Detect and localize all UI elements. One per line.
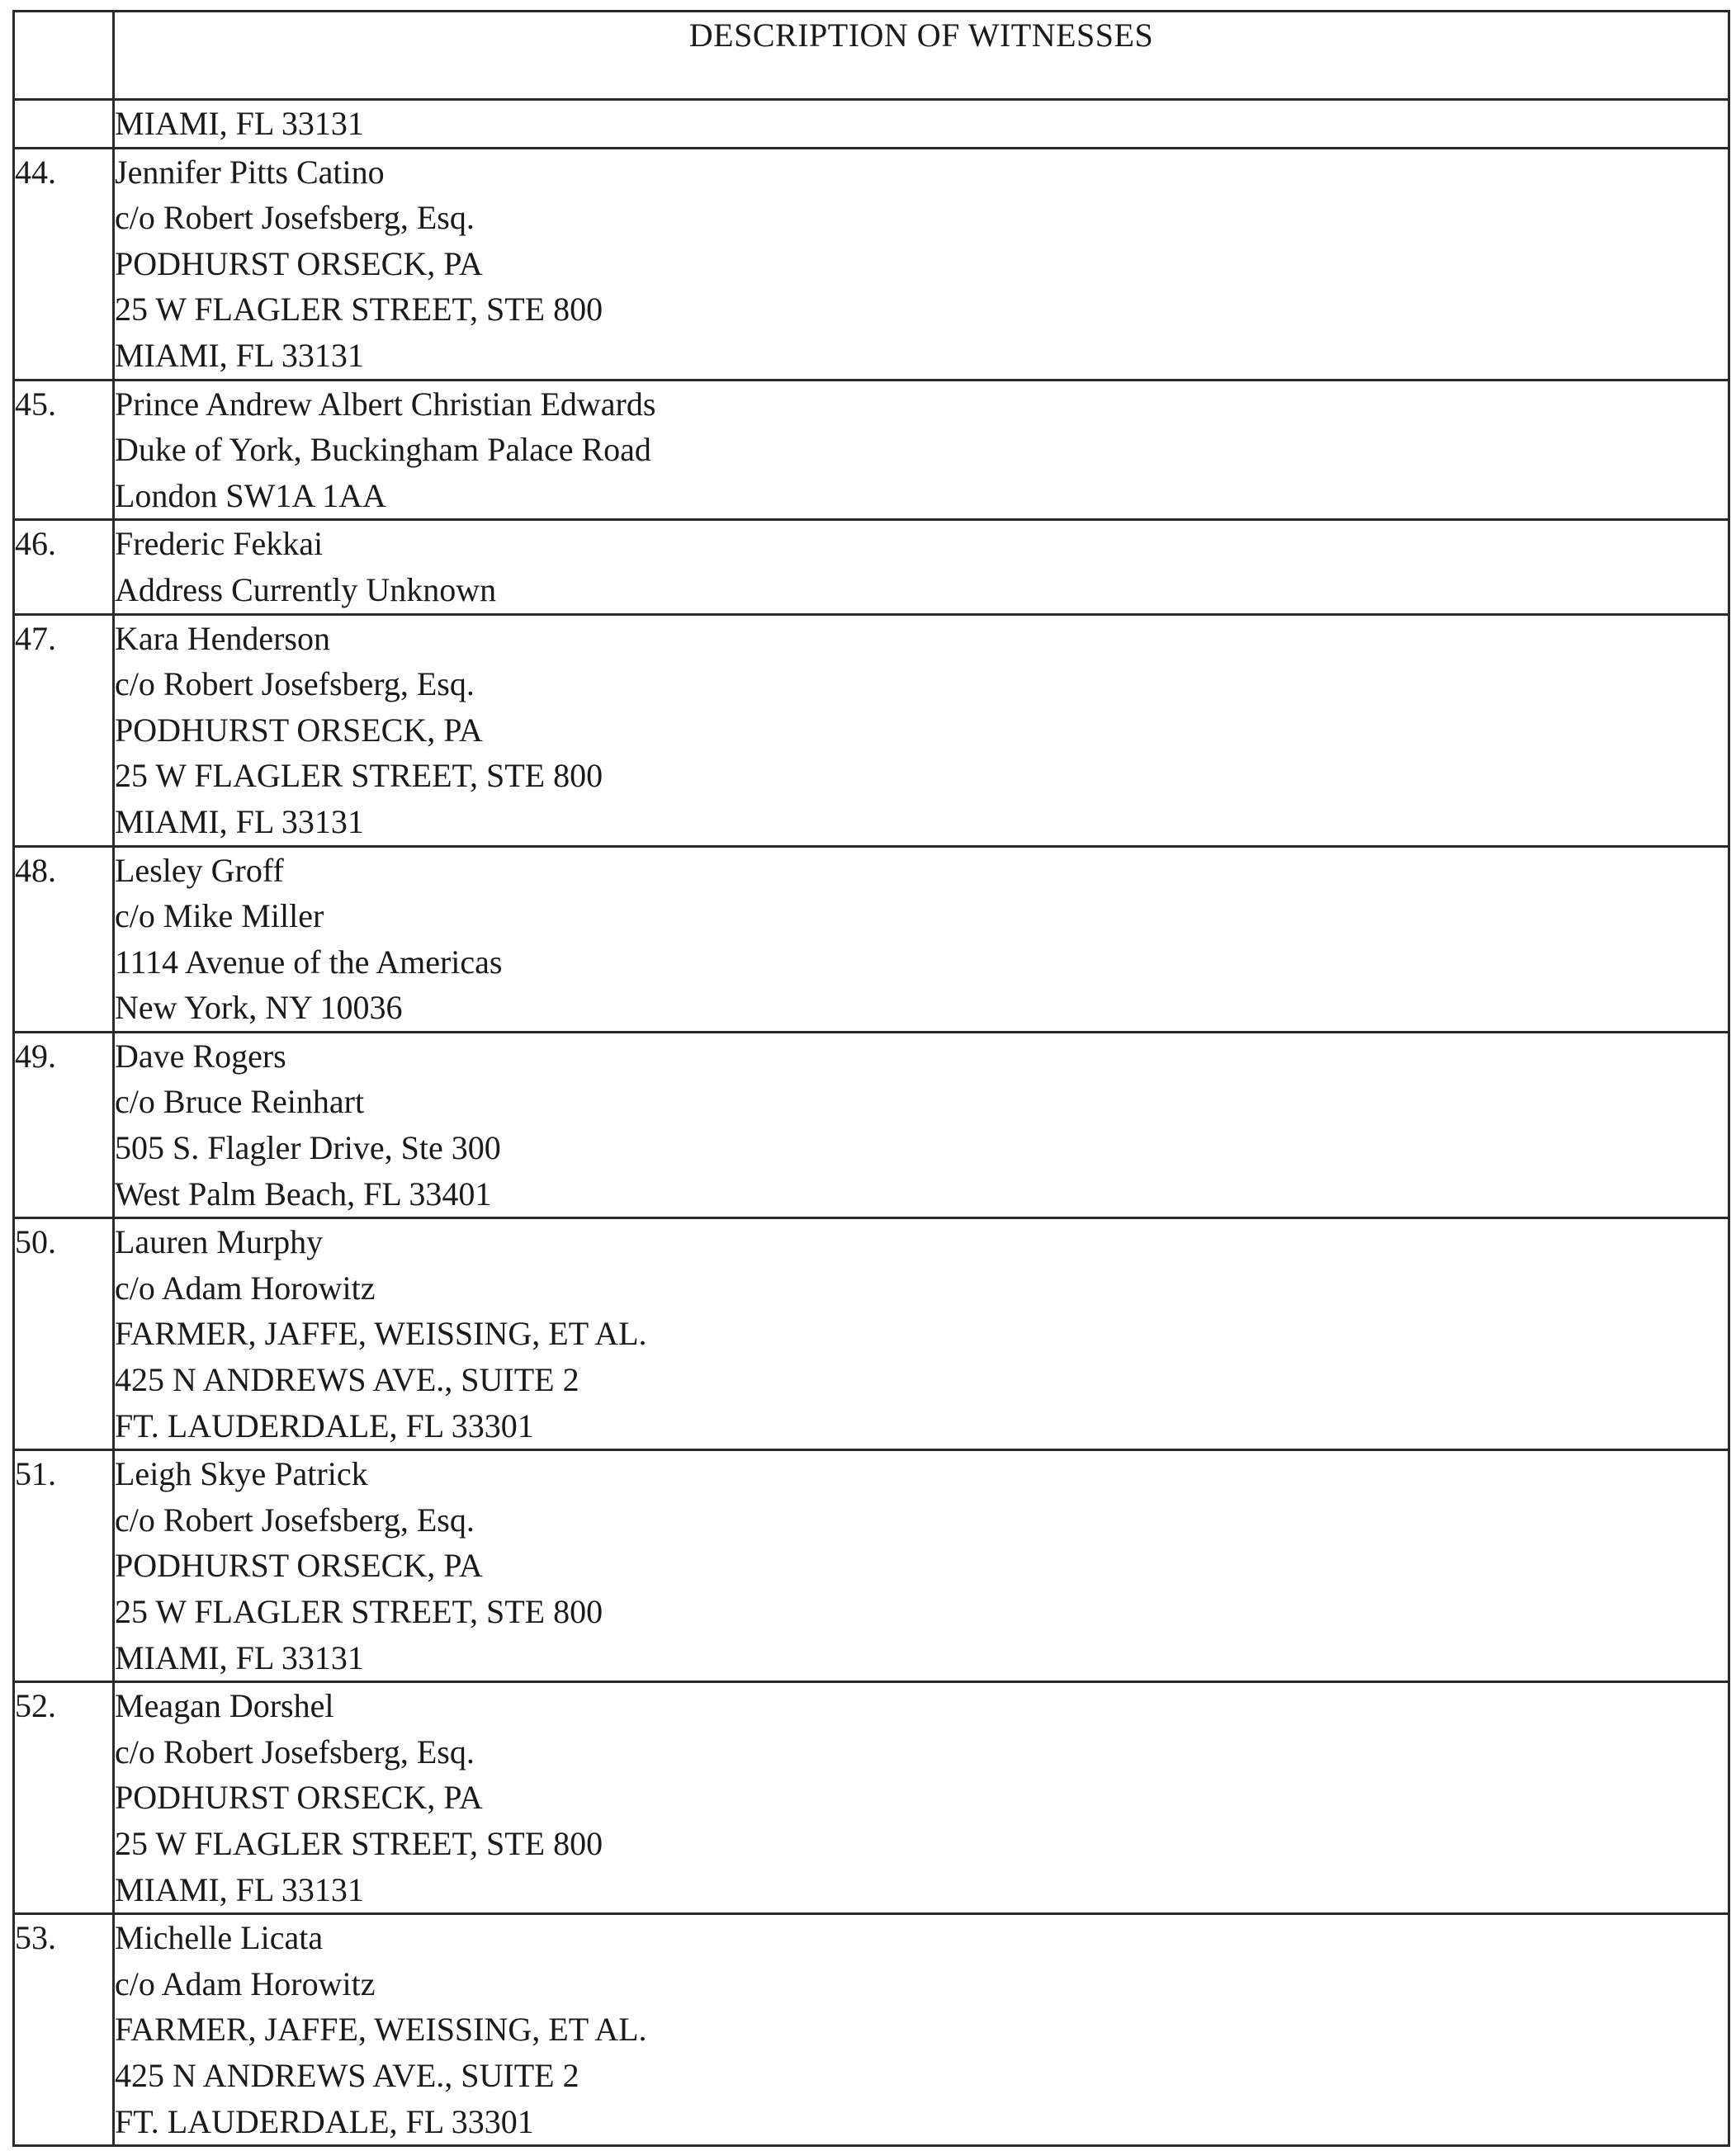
witness-number: 44. [14, 148, 114, 380]
witness-number: 47. [14, 614, 114, 846]
witness-address-line: 25 W FLAGLER STREET, STE 800 [115, 1593, 603, 1630]
witness-address-line: New York, NY 10036 [115, 989, 403, 1027]
witness-name: Dave Rogers [115, 1037, 286, 1075]
witness-description [114, 1914, 1729, 2146]
witness-address-line: c/o Robert Josefsberg, Esq. [115, 1733, 475, 1770]
witness-address-line: c/o Bruce Reinhart [115, 1083, 365, 1121]
witness-address-line: PODHURST ORSECK, PA [115, 244, 483, 282]
witness-row [14, 520, 1729, 614]
witness-address-line: c/o Robert Josefsberg, Esq. [115, 199, 475, 237]
witness-number: 48. [14, 846, 114, 1032]
witness-name: Michelle Licata [115, 1919, 324, 1957]
witness-address-line: c/o Adam Horowitz [115, 1269, 376, 1307]
witness-description [114, 1682, 1729, 1914]
witness-address-line: FT. LAUDERDALE, FL 33301 [115, 2102, 534, 2140]
witness-address-line: 1114 Avenue of the Americas [115, 943, 503, 981]
witness-address-line: 425 N ANDREWS AVE., SUITE 2 [115, 2056, 579, 2094]
witness-number: 50. [14, 1218, 114, 1450]
witness-address-line: c/o Robert Josefsberg, Esq. [115, 1501, 475, 1539]
witness-name: Kara Henderson [115, 619, 330, 657]
witness-table [12, 10, 1730, 2147]
witness-number: 51. [14, 1450, 114, 1682]
witness-address-line: MIAMI, FL 33131 [115, 336, 364, 374]
witness-description [114, 1218, 1729, 1450]
table-header-row [14, 12, 1729, 100]
witness-number: 52. [14, 1682, 114, 1914]
witness-address-line: 25 W FLAGLER STREET, STE 800 [115, 757, 603, 795]
witness-address-line: 25 W FLAGLER STREET, STE 800 [115, 1824, 603, 1862]
witness-address-line: West Palm Beach, FL 33401 [115, 1175, 492, 1213]
witness-description [114, 1032, 1729, 1217]
witness-address-line: 25 W FLAGLER STREET, STE 800 [115, 291, 603, 329]
witness-address-line: PODHURST ORSECK, PA [115, 1547, 483, 1585]
witness-row [14, 1682, 1729, 1914]
witness-address-line: FT. LAUDERDALE, FL 33301 [115, 1406, 534, 1444]
witness-name: Lesley Groff [115, 851, 284, 889]
witness-row [14, 148, 1729, 380]
witness-address-line: MIAMI, FL 33131 [115, 802, 364, 840]
witness-row [14, 380, 1729, 520]
witness-table-body [14, 100, 1729, 2146]
witness-row [14, 1218, 1729, 1450]
witness-address-line: MIAMI, FL 33131 [115, 1638, 364, 1676]
witness-number: 45. [14, 380, 114, 520]
witness-name: Frederic Fekkai [115, 525, 324, 563]
witness-row [14, 614, 1729, 846]
witness-address-line: FARMER, JAFFE, WEISSING, ET AL. [115, 1315, 647, 1353]
witness-number: 49. [14, 1032, 114, 1217]
witness-row [14, 846, 1729, 1032]
witness-address-line: FARMER, JAFFE, WEISSING, ET AL. [115, 2011, 647, 2049]
witness-description [114, 520, 1729, 614]
witness-address-line: c/o Robert Josefsberg, Esq. [115, 665, 475, 703]
description-column-header: DESCRIPTION OF WITNESSES [114, 12, 1729, 100]
witness-address-line: PODHURST ORSECK, PA [115, 711, 483, 749]
witness-address-line: 425 N ANDREWS AVE., SUITE 2 [115, 1361, 579, 1399]
witness-description [114, 1450, 1729, 1682]
witness-description [114, 614, 1729, 846]
number-column-header [14, 12, 114, 100]
witness-address-line: MIAMI, FL 33131 [115, 1870, 364, 1908]
continuation-description [114, 100, 1729, 149]
witness-row [14, 1450, 1729, 1682]
witness-address-line: c/o Mike Miller [115, 897, 324, 935]
witness-address-line: Duke of York, Buckingham Palace Road [115, 431, 651, 469]
witness-address-line: London SW1A 1AA [115, 476, 386, 514]
witness-address-line: c/o Adam Horowitz [115, 1964, 376, 2002]
witness-description [114, 846, 1729, 1032]
description-line: MIAMI, FL 33131 [115, 105, 364, 142]
continuation-row [14, 100, 1729, 149]
witness-row [14, 1032, 1729, 1217]
witness-number: 46. [14, 520, 114, 614]
witness-address-line: PODHURST ORSECK, PA [115, 1779, 483, 1817]
witness-number: 53. [14, 1914, 114, 2146]
continuation-number [14, 100, 114, 149]
witness-name: Prince Andrew Albert Christian Edwards [115, 385, 656, 423]
witness-address-line: Address Currently Unknown [115, 570, 497, 608]
witness-address-line: 505 S. Flagler Drive, Ste 300 [115, 1129, 501, 1167]
witness-name: Lauren Murphy [115, 1223, 324, 1261]
witness-name: Meagan Dorshel [115, 1687, 334, 1725]
witness-row [14, 1914, 1729, 2146]
witness-description [114, 380, 1729, 520]
witness-name: Jennifer Pitts Catino [115, 153, 385, 191]
witness-description [114, 148, 1729, 380]
witness-name: Leigh Skye Patrick [115, 1455, 368, 1493]
